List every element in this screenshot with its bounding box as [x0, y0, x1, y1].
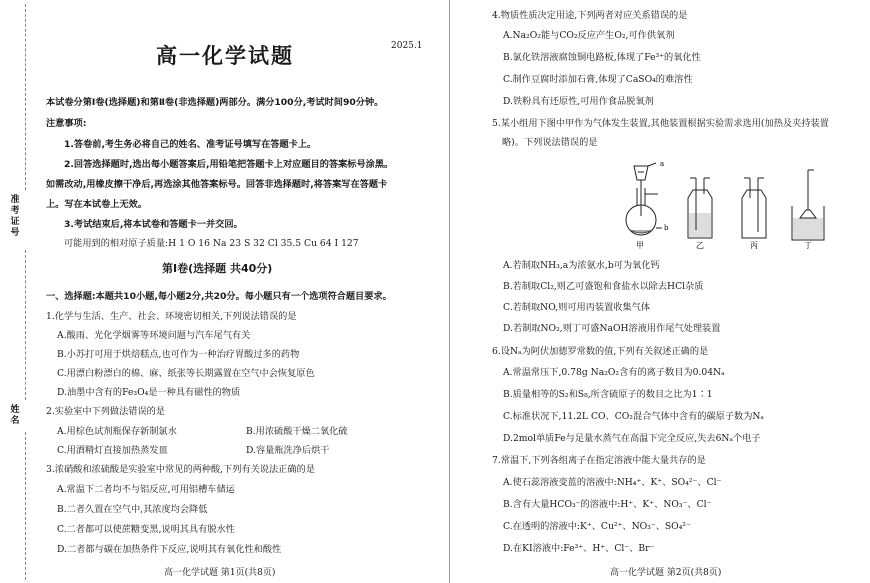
- intro-line: 2.回答选择题时,选出每小题答案后,用铅笔把答题卡上对应题目的答案标号涂黑。: [64, 159, 394, 170]
- label-yi: 乙: [696, 241, 704, 250]
- q3-option-b: B.二者久置在空气中,其浓度均会降低: [57, 504, 208, 515]
- right-page: [452, 0, 870, 583]
- question-1-stem: 1.化学与生活、生产、社会、环境密切相关,下列说法错误的是: [46, 311, 297, 322]
- q4-option-a: A.Na₂O₂能与CO₂反应产生O₂,可作供氧剂: [503, 30, 675, 41]
- q1-option-a: A.酸雨、光化学烟雾等环境问题与汽车尾气有关: [57, 330, 251, 341]
- question-5-stem-cont: 略)。下列说法错误的是: [502, 137, 598, 148]
- intro-line: 本试卷分第Ⅰ卷(选择题)和第Ⅱ卷(非选择题)两部分。满分100分,考试时间90分钟。: [46, 97, 384, 108]
- mark-a: a: [660, 160, 665, 168]
- q4-option-b: B.氯化铁溶液腐蚀铜电路板,体现了Fe³⁺的氧化性: [503, 52, 701, 63]
- q5-option-d: D.若制取NO₂,则丁可盛NaOH溶液用作尾气处理装置: [503, 323, 721, 334]
- q2-option-b: B.用浓硫酸干燥二氧化硫: [246, 426, 348, 437]
- q2-option-d: D.容量瓶洗净后烘干: [246, 445, 330, 456]
- label-ding: 丁: [804, 241, 812, 250]
- intro-line: 1.答卷前,考生务必将自己的姓名、准考证号填写在答题卡上。: [64, 139, 317, 150]
- apparatus-bing: [742, 178, 766, 238]
- q7-option-d: D.在KI溶液中:Fe³⁺、H⁺、Cl⁻、Br⁻: [503, 543, 655, 554]
- q7-option-b: B.含有大量HCO₃⁻的溶液中:H⁺、K⁺、NO₃⁻、Cl⁻: [503, 499, 712, 510]
- q6-option-c: C.标准状况下,11.2L CO、CO₂混合气体中含有的碳原子数为Nₐ: [503, 411, 764, 422]
- apparatus-diagram: [612, 158, 842, 250]
- atomic-mass-line: 可能用到的相对原子质量:H 1 O 16 Na 23 S 32 Cl 35.5 Cu 64 I 127: [64, 238, 359, 249]
- q7-option-c: C.在透明的溶液中:K⁺、Cu²⁺、NO₃⁻、SO₄²⁻: [503, 521, 691, 532]
- q4-option-c: C.制作豆腐时添加石膏,体现了CaSO₄的难溶性: [503, 74, 693, 85]
- page-footer: 高一化学试题 第1页(共8页): [164, 568, 276, 578]
- label-bing: 丙: [750, 241, 758, 250]
- page-divider: [449, 0, 450, 583]
- dashed-line: [25, 250, 26, 400]
- question-2-stem: 2.实验室中下列做法错误的是: [46, 406, 166, 417]
- exam-number-label: 准考证号: [10, 195, 20, 238]
- question-4-stem: 4.物质性质决定用途,下列两者对应关系错误的是: [492, 10, 688, 21]
- question-7-stem: 7.常温下,下列各组离子在指定溶液中能大量共存的是: [492, 455, 706, 466]
- dashed-line: [25, 432, 26, 580]
- intro-line: 3.考试结束后,将本试卷和答题卡一并交回。: [64, 219, 243, 230]
- dashed-line: [25, 4, 26, 190]
- mark-b: b: [664, 224, 669, 232]
- question-3-stem: 3.浓硝酸和浓硫酸是实验室中常见的两种酸,下列有关说法正确的是: [46, 464, 315, 475]
- question-5-stem: 5.某小组用下图中甲作为气体发生装置,其他装置根据实验需求选用(加热及夹持装置: [492, 118, 829, 129]
- binding-margin: [0, 0, 36, 583]
- apparatus-ding: [792, 170, 824, 240]
- page-footer: 高一化学试题 第2页(共8页): [610, 568, 722, 578]
- q5-option-b: B.若制取Cl₂,则乙可盛饱和食盐水以除去HCl杂质: [503, 281, 704, 292]
- q6-option-a: A.常温常压下,0.78g Na₂O₂含有的离子数目为0.04Nₐ: [503, 367, 725, 378]
- q3-option-c: C.二者都可以使蔗糖变黑,说明其具有脱水性: [57, 524, 235, 535]
- apparatus-jia: [626, 163, 662, 235]
- notice-heading: 注意事项:: [46, 118, 87, 129]
- q5-option-a: A.若制取NH₃,a为浓氨水,b可为氧化钙: [503, 260, 660, 271]
- q2-option-c: C.用酒精灯直接加热蒸发皿: [57, 445, 168, 456]
- intro-line: 如需改动,用橡皮擦干净后,再选涂其他答案标号。回答非选择题时,将答案写在答题卡: [46, 179, 388, 190]
- intro-line: 上。写在本试卷上无效。: [46, 199, 148, 210]
- q7-option-a: A.使石蕊溶液变蓝的溶液中:NH₄⁺、K⁺、SO₄²⁻、Cl⁻: [503, 477, 722, 488]
- q5-option-c: C.若制取NO,则可用丙装置收集气体: [503, 302, 651, 313]
- q4-option-d: D.铁粉具有还原性,可用作食品脱氧剂: [503, 96, 654, 107]
- q3-option-a: A.常温下二者均不与铝反应,可用铝槽车储运: [57, 484, 235, 495]
- label-jia: 甲: [636, 241, 644, 250]
- q1-option-d: D.油墨中含有的Fe₃O₄是一种具有磁性的物质: [57, 387, 241, 398]
- q3-option-d: D.二者都与碳在加热条件下反应,说明其有氧化性和酸性: [57, 544, 282, 555]
- q1-option-c: C.用漂白粉漂白的棉、麻、纸张等长期露置在空气中会恢复原色: [57, 368, 315, 379]
- section-heading: 第Ⅰ卷(选择题 共40分): [162, 262, 273, 275]
- exam-title: 高一化学试题: [156, 44, 294, 68]
- section-instruction: 一、选择题:本题共10小题,每小题2分,共20分。每小题只有一个选项符合题目要求。: [46, 291, 392, 302]
- exam-date: 2025.1: [391, 41, 423, 51]
- name-label: 姓名: [10, 405, 20, 426]
- q2-option-a: A.用棕色试剂瓶保存新制氯水: [57, 426, 177, 437]
- q6-option-b: B.质量相等的S₂和S₈,所含硫原子的数目之比为1∶1: [503, 389, 713, 400]
- q6-option-d: D.2mol单质Fe与足量水蒸气在高温下完全反应,失去6Nₐ个电子: [503, 433, 761, 444]
- q1-option-b: B.小苏打可用于烘焙糕点,也可作为一种治疗胃酸过多的药物: [57, 349, 300, 360]
- question-6-stem: 6.设Nₐ为阿伏加德罗常数的值,下列有关叙述正确的是: [492, 346, 709, 357]
- apparatus-yi: [688, 178, 712, 238]
